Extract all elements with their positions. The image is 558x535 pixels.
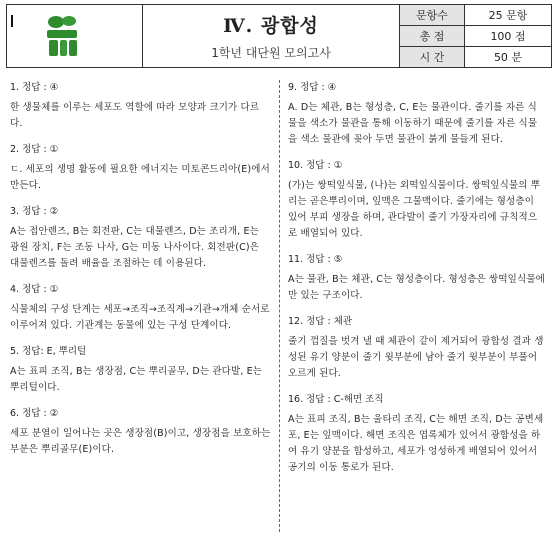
answer-line: 16. 정답 : C-해면 조직: [288, 394, 384, 405]
answer-line: 2. 정답 : ①: [10, 144, 59, 155]
answer-item: [10, 204, 271, 272]
answer-line: 1. 정답 : ④: [10, 82, 59, 93]
info-value: 100 점: [490, 30, 526, 43]
explanation: 세포 분열이 일어나는 곳은 생장점(B)이고, 생장점을 보호하는 부분은 뿌리골무(E)이다.: [10, 428, 271, 455]
info-row-score: [400, 26, 551, 47]
explanation: 한 생물체를 이루는 세포도 역할에 따라 모양과 크기가 다르다.: [10, 102, 260, 129]
right-column: [280, 80, 552, 532]
explanation: 줄기 껍질을 벗겨 낼 때 체관이 같이 제거되어 광합성 결과 생성된 유기 양분이 줄기 윗부분에 남아 줄기 윗부분이 부풀어 오르게 된다.: [288, 336, 544, 379]
exam-header: [6, 4, 552, 68]
explanation: A는 물관, B는 체관, C는 형성층이다. 형성층은 쌍떡잎식물에만 있는 구조이다.: [288, 274, 545, 301]
answer-columns: [6, 80, 552, 532]
answer-line: 12. 정답 : 체관: [288, 316, 353, 327]
school-logo-icon: [45, 13, 79, 59]
answer-line: 11. 정답 : ⑤: [288, 254, 343, 265]
info-row-time: [400, 47, 551, 67]
info-row-questions: [400, 5, 551, 26]
answer-item: [10, 344, 271, 396]
info-value: 25 문항: [488, 9, 528, 22]
explanation: A는 접안렌즈, B는 회전판, C는 대물렌즈, D는 조리개, E는 광원 장치, F는 조동 나사, G는 미동 나사이다. 회전판(C)은 대물렌즈를 돌려 배율을 조절하는 데 이용된다.: [10, 226, 260, 269]
info-label: 시 간: [400, 47, 465, 67]
answer-item: [288, 392, 546, 476]
answer-item: [288, 80, 546, 148]
answer-item: [288, 252, 546, 304]
answer-item: [10, 142, 271, 194]
answer-item: [10, 80, 271, 132]
info-label: 총 점: [400, 26, 465, 46]
answer-item: [288, 314, 546, 382]
info-value: 50 분: [493, 51, 523, 64]
explanation: 식물체의 구성 단계는 세포→조직→조직계→기관→개체 순서로 이루어져 있다. 기관계는 동물에 있는 구성 단계이다.: [10, 304, 270, 331]
answer-line: 5. 정답: E, 뿌리털: [10, 346, 87, 357]
info-label: 문항수: [400, 5, 465, 25]
title-block: [143, 5, 400, 67]
answer-line: 10. 정답 : ①: [288, 160, 343, 171]
left-column: [6, 80, 280, 532]
answer-line: 4. 정답 : ①: [10, 284, 59, 295]
answer-line: 9. 정답 : ④: [288, 82, 337, 93]
explanation: A는 표피 조직, B는 울타리 조직, C는 해면 조직, D는 공변세포, E는 잎맥이다. 해면 조직은 엽록체가 있어서 광합성을 하여 유기 양분을 합성하고, 세포가 엉성하게 배열되어 있어서 공기의 이동 통로가 된다.: [288, 414, 544, 473]
margin-mark: [11, 15, 13, 27]
answer-line: 6. 정답 : ②: [10, 408, 59, 419]
logo-area: [7, 5, 143, 67]
answer-item: [10, 282, 271, 334]
explanation: A는 표피 조직, B는 생장점, C는 뿌리골무, D는 관다발, E는 뿌리털이다.: [10, 366, 263, 393]
explanation: ㄷ. 세포의 생명 활동에 필요한 에너지는 미토콘드리아(E)에서 만든다.: [10, 164, 270, 191]
answer-item: [288, 158, 546, 242]
answer-item: [10, 406, 271, 458]
explanation: A. D는 체관, B는 형성층, C, E는 물관이다. 줄기를 자른 식물을 색소가 물관을 통해 이동하기 때문에 줄기를 자른 식물을 색소 물관에 꽂아 두면 물관이 붉게 물들게 된다.: [288, 102, 538, 145]
explanation: (가)는 쌍떡잎식물, (나)는 외떡잎식물이다. 쌍떡잎식물의 뿌리는 곧은뿌리이며, 잎맥은 그물맥이다. 줄기에는 형성층이 있어 부피 생장을 하며, 관다발이 줄기 가장자리에 규칙적으로 배열되어 있다.: [288, 180, 541, 239]
answer-line: 3. 정답 : ②: [10, 206, 59, 217]
exam-title: Ⅳ. 광합성: [223, 15, 319, 37]
exam-info-table: [400, 5, 551, 67]
exam-subtitle: 1학년 대단원 모의고사: [211, 46, 331, 60]
